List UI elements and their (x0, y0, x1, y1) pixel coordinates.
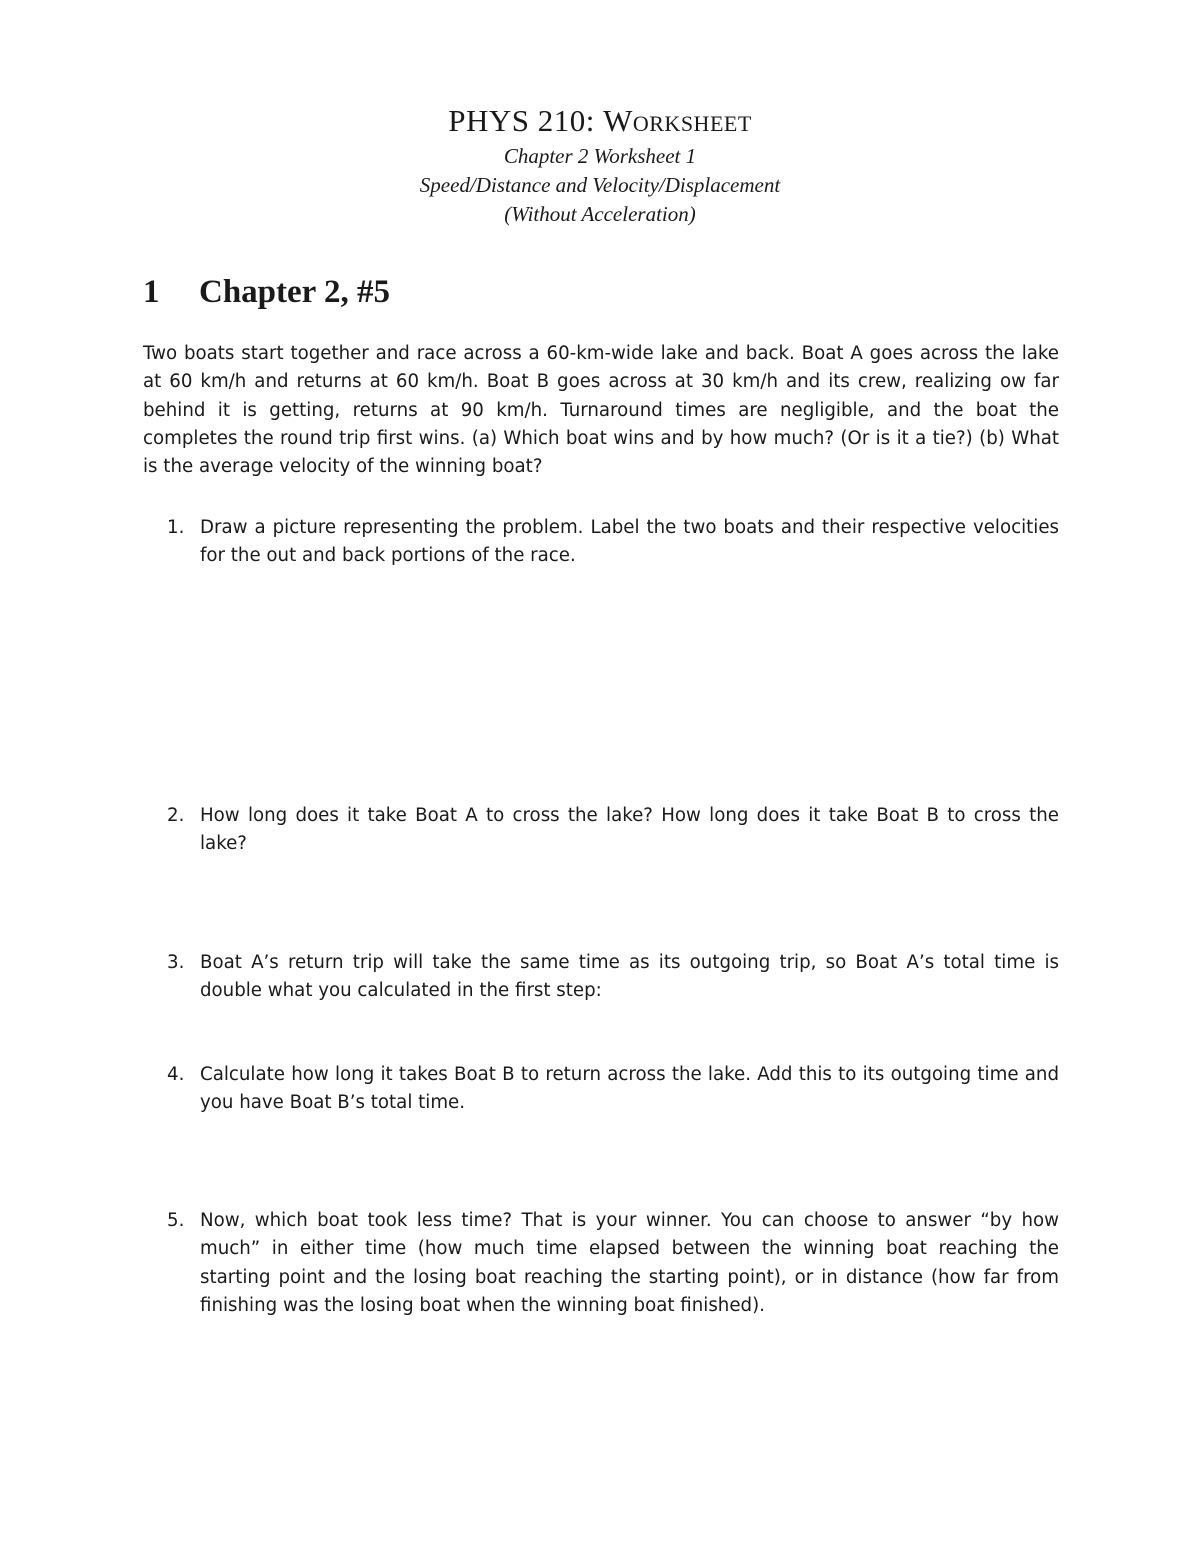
step-item-3 (143, 949, 1059, 1006)
step-item-5 (143, 1207, 1059, 1320)
step-item-2 (143, 802, 1059, 859)
subtitle-chapter: Chapter 2 Worksheet 1 (503, 144, 697, 168)
page-title (0, 100, 1200, 142)
step-item-4 (143, 1061, 1059, 1118)
step-item-1 (143, 514, 1059, 571)
step-marker-5: 5. (167, 1210, 185, 1231)
step-marker-4: 4. (167, 1064, 185, 1085)
title-worksheet-word: Worksheet (603, 103, 752, 138)
section-number: 1 (143, 274, 160, 310)
title-block (0, 100, 1200, 229)
step-marker-2: 2. (167, 805, 185, 826)
subtitle-note: (Without Acceleration) (504, 202, 696, 226)
step-text-4: Calculate how long it takes Boat B to return across the lake. Add this to its outgoing time and you have Boat B’s total time. (200, 1064, 1059, 1114)
step-text-3: Boat A’s return trip will take the same time as its outgoing trip, so Boat A’s total time is double what you calculated in the first step: (200, 952, 1059, 1002)
problem-statement: Two boats start together and race across a 60-km-wide lake and back. Boat A goes across the lake at 60 km/h and returns at 60 km/h. Boat B goes across at 30 km/h and its crew, realizing ow far behind it is getting, returns at 90 km/h. Turnaround times are negligible, and the boat the completes the round trip first wins. (a) Which boat wins and by how much? (Or is it a tie?) (b) What is the average velocity of the winning boat? (143, 343, 1059, 478)
section-heading (143, 270, 390, 314)
step-marker-3: 3. (167, 952, 185, 973)
section-title: Chapter 2, #5 (199, 274, 390, 310)
title-course: PHYS 210: (448, 103, 604, 138)
step-text-5: Now, which boat took less time? That is your winner. You can choose to answer “by how much” in either time (how much time elapsed between the winning boat reaching the starting point and the losing boat reaching the starting point), or in distance (how far from finishing was the losing boat when the winning boat finished). (200, 1210, 1059, 1316)
step-text-2: How long does it take Boat A to cross the lake? How long does it take Boat B to cross the lake? (200, 805, 1059, 855)
step-marker-1: 1. (167, 517, 185, 538)
subtitle-topic: Speed/Distance and Velocity/Displacement (419, 173, 781, 197)
step-text-1: Draw a picture representing the problem. Label the two boats and their respective velocities for the out and back portions of the race. (200, 517, 1059, 567)
